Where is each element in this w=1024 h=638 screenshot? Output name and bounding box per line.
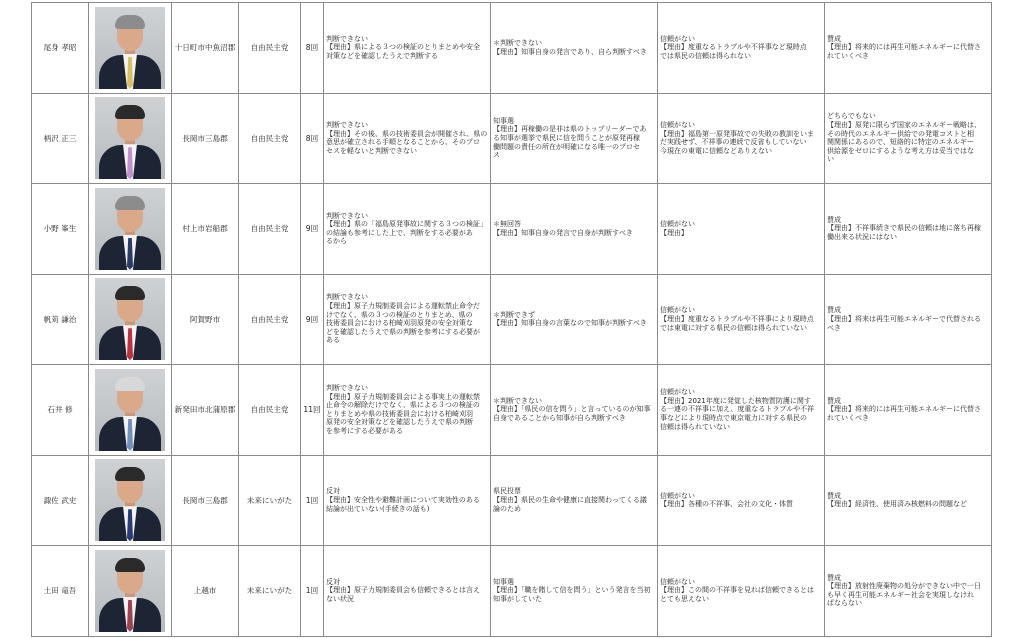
answer-reason-line: 【理由】県民の生命や健康に直接関わってくる議 — [493, 495, 647, 504]
answer-q3 — [658, 93, 825, 184]
candidate-photo — [89, 3, 172, 94]
answer-q1 — [324, 184, 491, 275]
answer-stance: 判断できない — [326, 211, 368, 220]
answer-stance: 信頼がない — [660, 121, 695, 130]
portrait-hair — [115, 196, 145, 210]
answer-stance: 判断できない — [326, 34, 368, 43]
answer-reason-line: 【理由】放射性廃棄物の処分ができない中で一日 — [827, 582, 981, 591]
answer-reason-line: 【理由】各種の不祥事、会社の文化・体質 — [660, 500, 793, 509]
answer-q1 — [324, 546, 491, 637]
answer-reason-line: 【理由】県の「福島原発事故に関する３つの検証」 — [326, 220, 487, 229]
table-row — [32, 455, 992, 546]
answer-q4 — [825, 184, 992, 275]
answer-stance: 賛成 — [827, 573, 841, 582]
answer-q2 — [491, 3, 658, 94]
answer-stance: 判断できない — [326, 383, 368, 392]
table-row — [32, 3, 992, 94]
answer-reason-line: ばならない — [827, 599, 862, 608]
answer-stance: 賛成 — [827, 491, 841, 500]
answer-stance: 賛成 — [827, 306, 841, 315]
answer-reason-line: 供給源をゼロにするような考え方は妥当ではな — [827, 146, 974, 155]
answer-reason-line: 【理由】知事自身の言葉なので知事が判断すべき — [493, 319, 647, 328]
answer-reason-line: べき — [827, 323, 841, 332]
answer-stance: ＊判断できない — [493, 396, 542, 405]
answer-q3 — [658, 455, 825, 546]
answer-stance: 信頼がない — [660, 306, 695, 315]
candidate-name: 尾身 孝昭 — [32, 3, 89, 94]
candidate-name: 諏佐 武史 — [32, 455, 89, 546]
answer-q4 — [825, 93, 992, 184]
answer-reason-line: ない状況 — [326, 595, 354, 604]
answer-reason-line: れていくべき — [827, 414, 869, 423]
electoral-district: 長岡市三島郡 — [172, 455, 239, 546]
answer-stance: 知事選 — [493, 577, 514, 586]
answer-reason-line: その時代のエネルギー供給での発電コストと相 — [827, 129, 974, 138]
portrait-hair — [115, 105, 145, 119]
answer-reason-line: とても思えない — [660, 595, 709, 604]
answer-reason-line: 【理由】原発に限らず国家のエネルギー戦略は、 — [827, 121, 981, 130]
answer-q3 — [658, 546, 825, 637]
answer-q4 — [825, 546, 992, 637]
answer-q3 — [658, 365, 825, 456]
candidate-photo — [89, 365, 172, 456]
answer-stance: 反対 — [326, 487, 340, 496]
term-count: 9回 — [301, 274, 324, 365]
answer-reason-line: ある — [326, 336, 340, 345]
answer-reason-line: 【理由】将来は再生可能エネルギーで代替される — [827, 314, 981, 323]
answer-reason-line: ス — [493, 151, 500, 160]
answer-reason-line: い — [827, 155, 834, 164]
answer-q1 — [324, 93, 491, 184]
candidate-photo — [89, 455, 172, 546]
answer-stance: 賛成 — [827, 396, 841, 405]
answer-q2 — [491, 546, 658, 637]
answer-stance: どちらでもない — [827, 112, 876, 121]
answer-q1 — [324, 365, 491, 456]
answer-q4 — [825, 274, 992, 365]
term-count: 9回 — [301, 184, 324, 275]
portrait-photo — [95, 369, 165, 451]
answer-reason-line: 今現在の東電に信頼などありえない — [660, 146, 772, 155]
answer-reason-line: 【理由】「県民の信を問う」と言っているのが知事 — [493, 405, 651, 414]
answer-reason-line: 原発の安全対策などを確認したうえで県の判断 — [326, 418, 473, 427]
answer-reason-line: 技術委員会における柏崎刈羽原発の安全対策な — [326, 319, 473, 328]
answer-reason-line: 【理由】知事自身の発言で自身が判断すべき — [493, 228, 633, 237]
party-name: 自由民主党 — [239, 365, 301, 456]
table-row — [32, 546, 992, 637]
answer-stance: 信頼がない — [660, 34, 695, 43]
answer-reason-line: では東電に対する県民の信頼は得られていない — [660, 323, 807, 332]
answer-stance: 県民投票 — [493, 487, 521, 496]
answer-reason-line: 止命令の解除だけでなく、県による３つの検証の — [326, 401, 480, 410]
term-count: 1回 — [301, 455, 324, 546]
answer-reason-line: るから — [326, 237, 347, 246]
candidate-photo — [89, 184, 172, 275]
answer-q2 — [491, 274, 658, 365]
answer-reason-line: 対策などを確認したうえで判断する — [326, 52, 438, 61]
answer-q3 — [658, 3, 825, 94]
electoral-district: 阿賀野市 — [172, 274, 239, 365]
answer-stance: ＊無回答 — [493, 220, 521, 229]
answer-q3 — [658, 274, 825, 365]
answer-stance: 賛成 — [827, 34, 841, 43]
answer-reason-line: 【理由】その後、県の技術委員会が開催され、県の — [326, 129, 488, 138]
answer-reason-line: 【理由】不祥事続きで県民の信頼は地に落ち再稼 — [827, 224, 981, 233]
party-name: 自由民主党 — [239, 3, 301, 94]
portrait-photo — [95, 278, 165, 360]
portrait-photo — [95, 188, 165, 270]
answer-reason-line: セスを軽ないと判断できない — [326, 146, 417, 155]
answer-reason-line: 【理由】安全性や避難計画について実効性のある — [326, 495, 480, 504]
answer-reason-line: 【理由】経済性、使用済み核燃料の問題など — [827, 500, 967, 509]
portrait-photo — [95, 97, 165, 179]
answer-reason-line: 【理由】県による３つの検証のとりまとめや安全 — [326, 43, 480, 52]
answer-q2 — [491, 455, 658, 546]
table-row — [32, 365, 992, 456]
answer-reason-line: 働出来る状況にはない — [827, 233, 897, 242]
answer-q2 — [491, 184, 658, 275]
answer-q4 — [825, 3, 992, 94]
table-body — [32, 3, 992, 637]
answer-reason-line: 自身であることから知事が自ら判断すべき — [493, 414, 626, 423]
candidate-name: 土田 竜吾 — [32, 546, 89, 637]
portrait-hair — [115, 558, 145, 572]
answer-q1 — [324, 455, 491, 546]
term-count: 1回 — [301, 546, 324, 637]
candidate-photo — [89, 274, 172, 365]
answer-reason-line: る知事が選挙で県民に信を問うことが原発再稼 — [493, 133, 640, 142]
answer-reason-line: も早く再生可能エネルギー社会を実現しなけれ — [827, 590, 974, 599]
candidate-photo — [89, 546, 172, 637]
electoral-district: 新発田市北蒲原郡 — [172, 365, 239, 456]
table-row — [32, 274, 992, 365]
answer-reason-line: 【理由】「職を賭して信を問う」という発言を当初 — [493, 586, 651, 595]
answer-reason-line: 結論が出ていない(手続きの話も) — [326, 504, 430, 513]
term-count: 8回 — [301, 3, 324, 94]
answer-reason-line: 知事がしていた — [493, 595, 542, 604]
answer-q2 — [491, 365, 658, 456]
answer-reason-line: 【理由】福島第一原発事故での失敗の教訓をいま — [660, 129, 814, 138]
answer-reason-line: とりまとめや県の技術委員会における柏崎刈羽 — [326, 409, 473, 418]
answer-reason-line: 【理由】再稼働の是非は県のトップリーダーであ — [493, 125, 647, 134]
answer-q1 — [324, 274, 491, 365]
answer-reason-line: 【理由】度重なるトラブルや不祥事など現時点 — [660, 43, 807, 52]
candidate-table — [31, 2, 992, 637]
answer-reason-line: 働問題の責任の所在が明確になる唯一のプロセ — [493, 142, 640, 151]
answer-reason-line: 事などにより現時点で東京電力に対する県民の — [660, 414, 807, 423]
term-count: 11回 — [301, 365, 324, 456]
answer-q4 — [825, 455, 992, 546]
answer-reason-line: 【理由】この間の不祥事を見れば信頼できるとは — [660, 586, 814, 595]
candidate-name: 柄沢 正三 — [32, 93, 89, 184]
answer-stance: ＊判断できず — [493, 310, 535, 319]
electoral-district: 長岡市三島郡 — [172, 93, 239, 184]
portrait-hair — [115, 15, 145, 29]
party-name: 自由民主党 — [239, 184, 301, 275]
answer-stance: 信頼がない — [660, 577, 695, 586]
answer-stance: 知事選 — [493, 116, 514, 125]
answer-q4 — [825, 365, 992, 456]
answer-stance: 賛成 — [827, 215, 841, 224]
answer-reason-line: 【理由】原子力規制委員会による運転禁止命令だ — [326, 302, 480, 311]
answer-q3 — [658, 184, 825, 275]
portrait-hair — [115, 377, 145, 391]
term-count: 8回 — [301, 93, 324, 184]
answer-reason-line: れていくべき — [827, 52, 869, 61]
table-row — [32, 184, 992, 275]
portrait-photo — [95, 459, 165, 541]
answer-stance: 反対 — [326, 577, 340, 586]
answer-stance: ＊判断できない — [493, 39, 542, 48]
answer-stance: 判断できない — [326, 293, 368, 302]
party-name: 自由民主党 — [239, 93, 301, 184]
answer-reason-line: 意思が確立される手順となることから、そのプロ — [326, 138, 480, 147]
answer-reason-line: どを確認したうえで県の判断を参考にする必要が — [326, 327, 480, 336]
electoral-district: 十日町市中魚沼郡 — [172, 3, 239, 94]
portrait-hair — [115, 286, 145, 300]
party-name: 未来にいがた — [239, 455, 301, 546]
candidate-name: 小野 峯生 — [32, 184, 89, 275]
answer-reason-line: 【理由】 — [660, 228, 688, 237]
answer-reason-line: 【理由】将来的には再生可能エネルギーに代替さ — [827, 405, 981, 414]
answer-q2 — [491, 93, 658, 184]
answer-reason-line: 論のため — [493, 504, 521, 513]
portrait-photo — [95, 7, 165, 89]
party-name: 未来にいがた — [239, 546, 301, 637]
answer-reason-line: だ実践せず、不祥事の連続で反省もしていない — [660, 138, 807, 147]
answer-stance: 判断できない — [326, 121, 368, 130]
candidate-name: 石井 修 — [32, 365, 89, 456]
answer-stance: 信頼がない — [660, 220, 695, 229]
portrait-hair — [115, 467, 145, 481]
candidate-photo — [89, 93, 172, 184]
answer-q1 — [324, 3, 491, 94]
electoral-district: 村上市岩船郡 — [172, 184, 239, 275]
answer-reason-line: 関関係にあるので、短絡的に特定のエネルギー — [827, 138, 974, 147]
electoral-district: 上越市 — [172, 546, 239, 637]
answer-reason-line: の結論も参考にした上で、判断をする必要があ — [326, 228, 473, 237]
answer-reason-line: 【理由】2021年度に発覚した核物質防護に関す — [660, 396, 811, 405]
answer-reason-line: 【理由】度重なるトラブルや不祥事により現時点 — [660, 314, 814, 323]
portrait-photo — [95, 550, 165, 632]
answer-reason-line: る一連の不祥事に加え、度重なるトラブルや不祥 — [660, 405, 815, 414]
answer-reason-line: を参考にする必要がある — [326, 426, 403, 435]
candidate-name: 帆苅 謙治 — [32, 274, 89, 365]
answer-reason-line: 信頼は得られていない — [660, 422, 730, 431]
party-name: 自由民主党 — [239, 274, 301, 365]
answer-reason-line: 【理由】原子力規制委員会も信頼できるとは言え — [326, 586, 480, 595]
answer-reason-line: 【理由】原子力規制委員会による事実上の運転禁 — [326, 392, 480, 401]
answer-reason-line: けでなく、県の３つの検証のとりまとめ、県の — [326, 310, 473, 319]
answer-stance: 信頼がない — [660, 388, 695, 397]
answer-reason-line: では県民の信頼は得られない — [660, 52, 751, 61]
answer-stance: 信頼がない — [660, 491, 695, 500]
answer-reason-line: 【理由】知事自身の発言であり、自ら判断すべき — [493, 47, 647, 56]
answer-reason-line: 【理由】将来的には再生可能エネルギーに代替さ — [827, 43, 981, 52]
table-row — [32, 93, 992, 184]
